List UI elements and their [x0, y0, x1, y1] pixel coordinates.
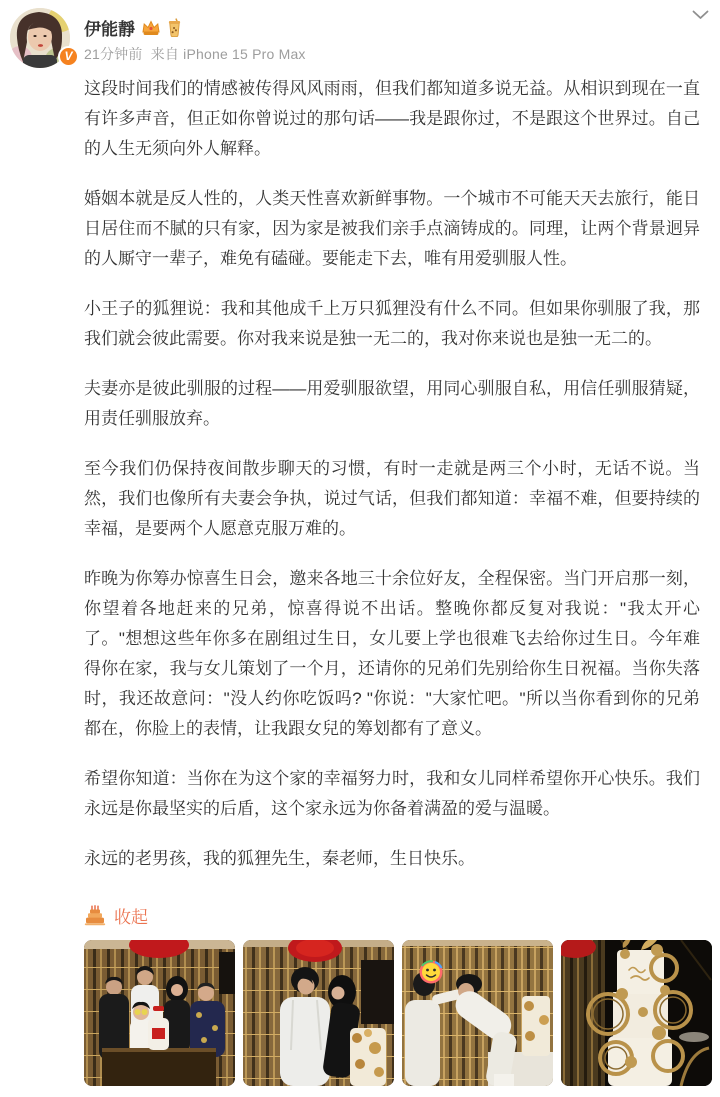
photo-thumbnail-1[interactable] [84, 940, 235, 1086]
photo-thumbnail-3[interactable] [402, 940, 553, 1086]
post-content [0, 68, 720, 1086]
author-row [84, 15, 182, 40]
photo-thumbnail-4[interactable] [561, 940, 712, 1086]
birthday-cake-icon [84, 905, 106, 926]
verified-badge-icon: V [58, 46, 79, 67]
post-header [0, 0, 720, 68]
photo-grid [84, 940, 700, 1086]
collapse-chevron-icon[interactable] [689, 6, 711, 24]
post-meta [84, 44, 310, 64]
paragraph: 这段时间我们的情感被传得风风雨雨，但我们都知道多说无益。从相识到现在一直有许多声音，但正如你曾说过的那句话——我是跟你过，不是跟这个世界过。自己的人生无须向外人解释。 [84, 79, 700, 158]
source-device[interactable]: 来自 iPhone 15 Pro Max [150, 46, 306, 62]
author-name[interactable]: 伊能靜 [84, 20, 135, 39]
timestamp: 21分钟前 [84, 46, 143, 62]
paragraph: 婚姻本就是反人性的，人类天性喜欢新鲜事物。一个城市不可能天天去旅行，能日日居住而不腻的只有家，因为家是被我们亲手点滴铸成的。同理，让两个背景迥异的人厮守一辈子，难免有磕碰。要能走下去，唯有用爱驯服人性。 [84, 189, 700, 268]
vip-crown-icon [141, 19, 161, 37]
photo-thumbnail-2[interactable] [243, 940, 394, 1086]
collapse-label: 收起 [114, 907, 148, 927]
paragraph: 永远的老男孩，我的狐狸先生，秦老师，生日快乐。 [84, 849, 475, 868]
paragraph: 小王子的狐狸说：我和其他成千上万只狐狸没有什么不同。但如果你驯服了我，那我们就会彼此需要。你对我来说是独一无二的，我对你来说也是独一无二的。 [84, 299, 700, 348]
bubble-tea-icon [167, 18, 182, 37]
paragraph: 至今我们仍保持夜间散步聊天的习惯，有时一走就是两三个小时，无话不说。当然，我们也像所有夫妻会争执，说过气话，但我们都知道：幸福不难，但要持续的幸福，是要两个人愿意克服万难的。 [84, 459, 700, 538]
paragraph: 夫妻亦是彼此驯服的过程——用爱驯服欲望，用同心驯服自私，用信任驯服猜疑，用责任驯服放弃。 [84, 379, 700, 428]
paragraph: 昨晚为你筹办惊喜生日会，邀来各地三十余位好友，全程保密。当门开启那一刻，你望着各地赶来的兄弟，惊喜得说不出话。整晚你都反复对我说："我太开心了。"想想这些年你多在剧组过生日，女儿要上学也很难飞去给你过生日。今年难得你在家，我与女儿策划了一个月，还请你的兄弟们先别给你生日祝福。当你失落时，我还故意问："没人约你吃饭吗? "你说："大家忙吧。"所以当你看到你的兄弟都在，你脸上的表情，让我跟女兒的筹划都有了意义。 [84, 569, 700, 738]
paragraph: 希望你知道：当你在为这个家的幸福努力时，我和女儿同样希望你开心快乐。我们永远是你最坚实的后盾，这个家永远为你备着满盈的爱与温暖。 [84, 769, 700, 818]
collapse-link[interactable] [84, 902, 148, 928]
